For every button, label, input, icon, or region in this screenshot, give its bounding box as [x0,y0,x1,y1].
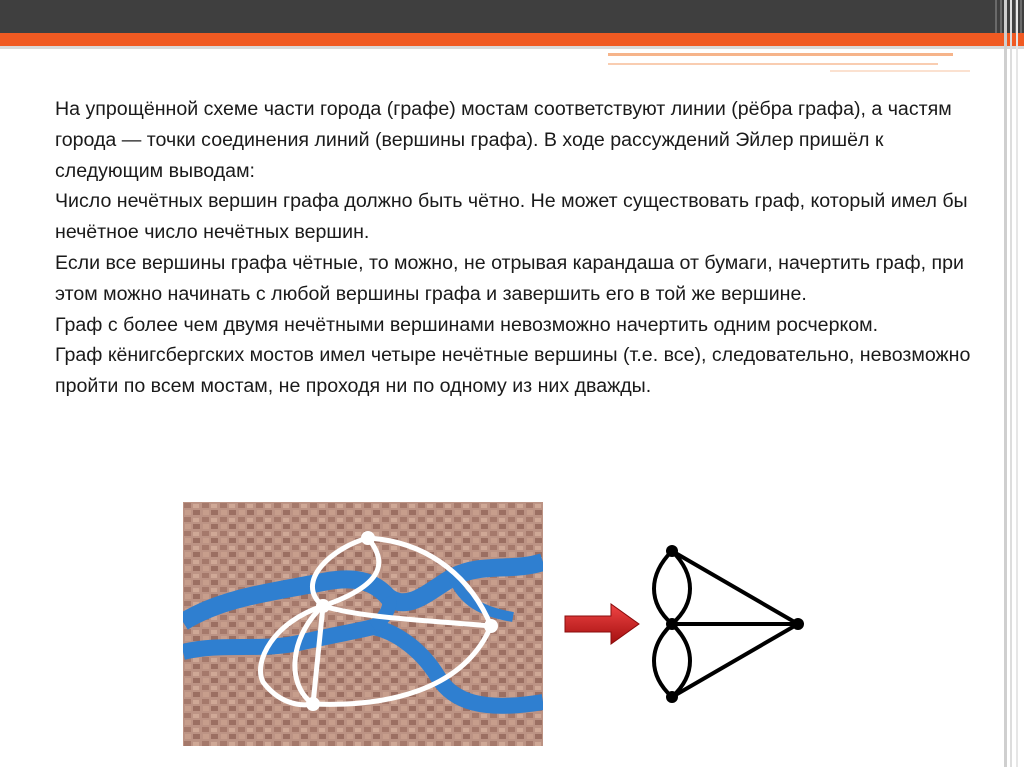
header-dark-bar [0,0,1024,33]
graph-vertex [666,691,678,703]
header-accent-line [608,63,938,65]
slide-body-text [55,94,990,402]
graph-vertex [792,618,804,630]
right-edge-rule [1004,0,1007,767]
paragraph-conclusion-2: Если все вершины графа чётные, то можно, не отрывая карандаша от бумаги, начертить граф, при этом можно начинать с любой вершины графа и завершить его в той же вершине. [55,251,964,305]
graph-vertex [666,618,678,630]
paragraph-conclusion-1: Число нечётных вершин графа должно быть чётно. Не может существовать граф, который имел бы нечётное число нечётных вершин. [55,190,968,244]
right-edge-rule [1010,0,1012,767]
header-grey-strip [0,46,1024,49]
paragraph-intro: На упрощённой схеме части города (графе) мостам соответствуют линии (рёбра графа), а частям города — точки соединения линий (вершины графа). В ходе рассуждений Эйлер пришёл к следующим выводам: [55,98,952,182]
paragraph-konigsberg: Граф кёнигсбергских мостов имел четыре нечётные вершины (т.е. все), следовательно, невозможно пройти по всем мостам, не проходя ни по одному из них дважды. [55,344,971,398]
header-accent-line [830,70,970,72]
red-right-arrow-icon [563,600,643,648]
konigsberg-graph-diagram [650,535,815,715]
graph-vertex [666,545,678,557]
right-edge-rule [1016,0,1018,767]
paragraph-conclusion-3: Граф с более чем двумя нечётными вершинами невозможно начертить одним росчерком. [55,313,879,336]
konigsberg-map-image [183,502,543,746]
header-accent-line [608,53,953,56]
header-orange-bar [0,33,1024,46]
